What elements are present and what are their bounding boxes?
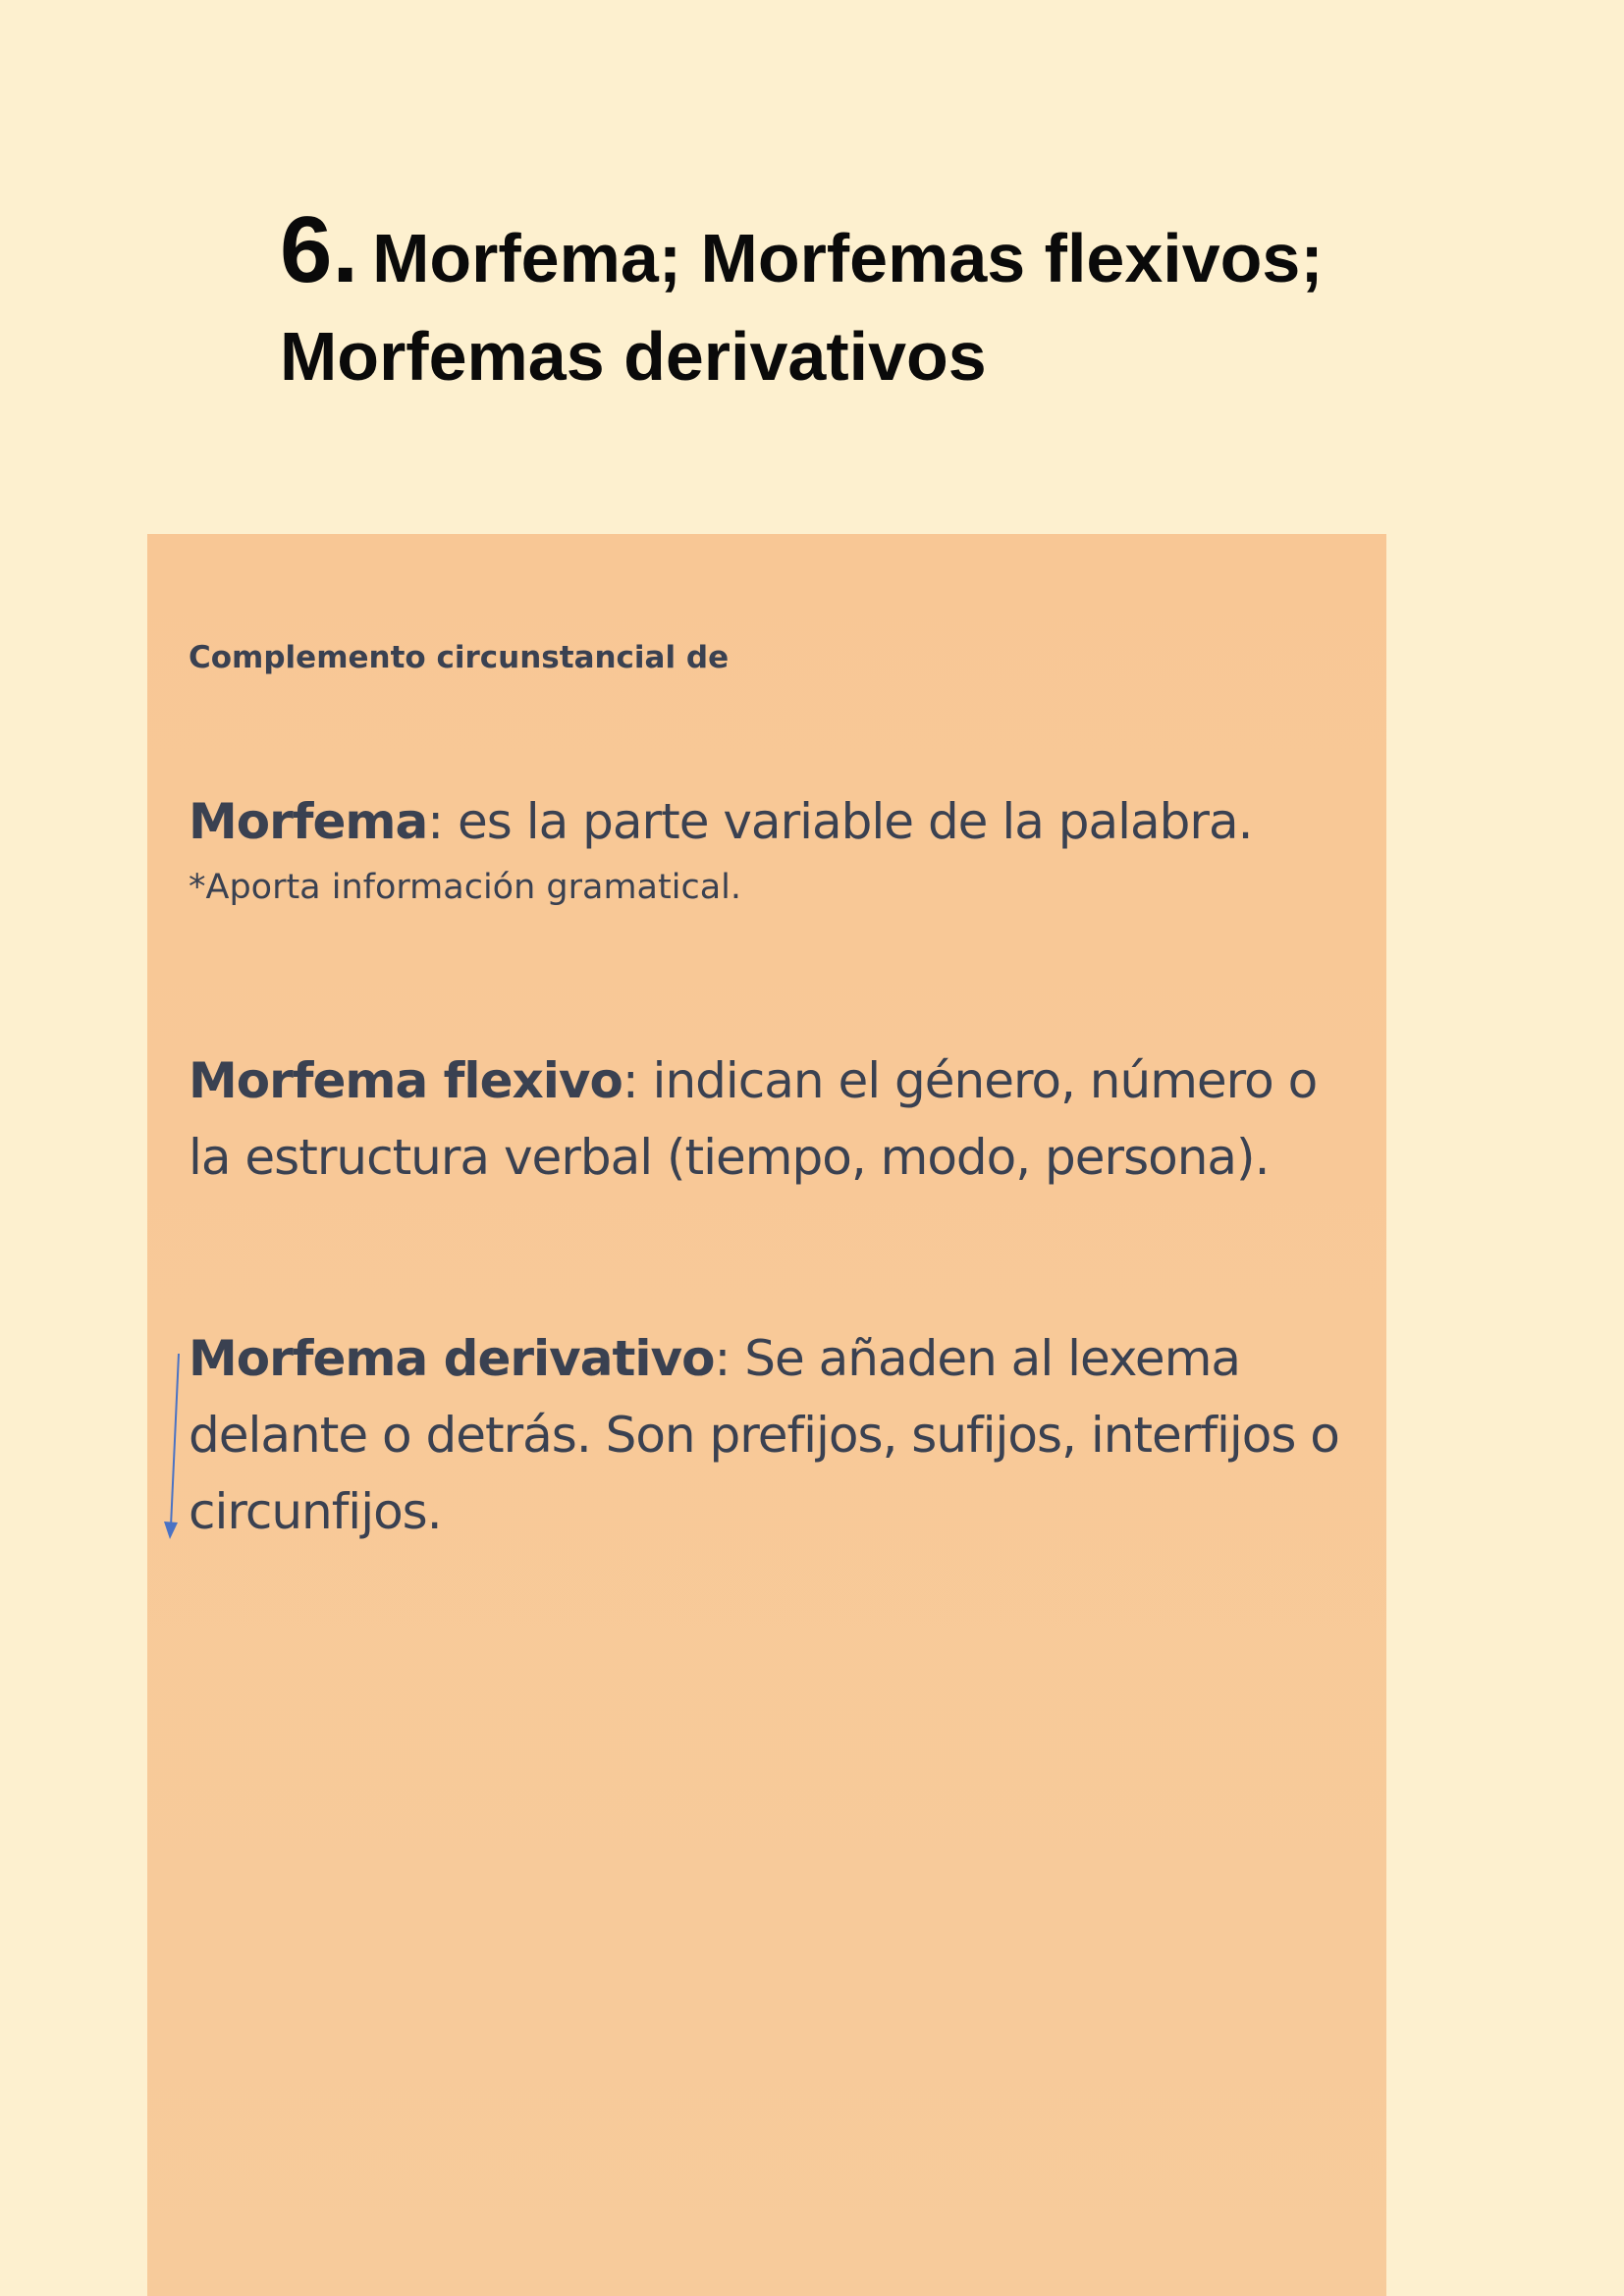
definition-derivativo [189, 1320, 1367, 1550]
note-morfema: *Aporta información gramatical. [189, 868, 741, 907]
term-derivativo: Morfema derivativo [189, 1330, 715, 1387]
panel-heading: Complemento circunstancial de [189, 640, 730, 675]
definition-flexivo-text: : indican el género, número o la estructura verbal (tiempo, modo, persona). [189, 1052, 1318, 1186]
definition-flexivo [189, 1042, 1367, 1196]
page-title [280, 197, 1458, 405]
section-number: 6. [280, 197, 359, 302]
definition-morfema-text: : es la parte variable de la palabra. [427, 793, 1253, 850]
definition-morfema [189, 783, 1367, 860]
arrow-down-icon [157, 1350, 187, 1546]
definition-derivativo-text: : Se añaden al lexema delante o detrás. Son prefijos, sufijos, interfijos o circunfijos. [189, 1330, 1339, 1540]
term-morfema: Morfema [189, 793, 428, 850]
section-title-text: Morfema; Morfemas flexivos; Morfemas derivativos [280, 220, 1324, 395]
term-flexivo: Morfema flexivo [189, 1052, 623, 1109]
